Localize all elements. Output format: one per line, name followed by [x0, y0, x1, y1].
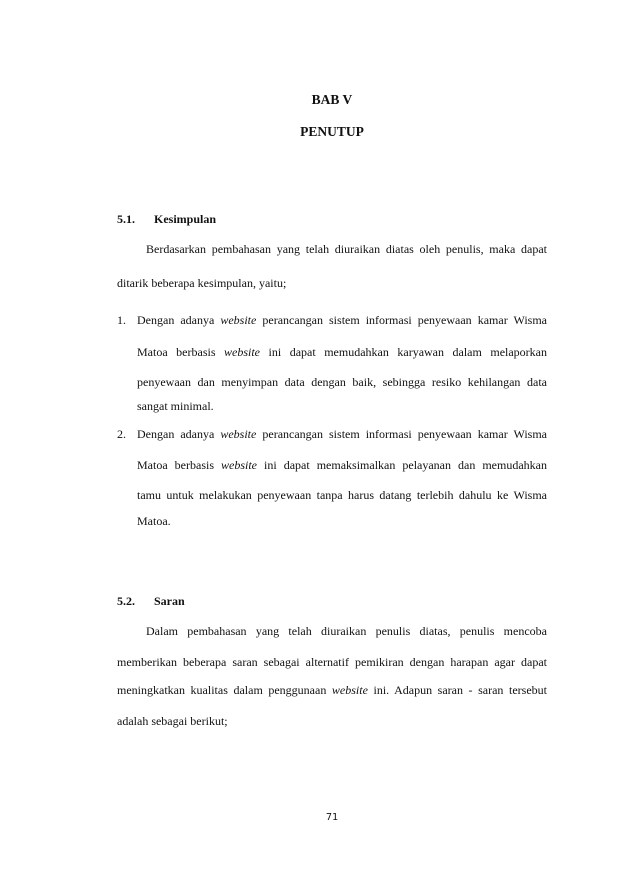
- section-heading-kesimpulan: [117, 212, 217, 227]
- section-title: Kesimpulan: [154, 212, 217, 226]
- list-item-number: 2.: [117, 427, 126, 441]
- section-number: 5.2.: [117, 594, 135, 608]
- paragraph-line: Berdasarkan pembahasan yang telah diuraikan diatas oleh penulis, maka dapat: [146, 242, 547, 256]
- list-item-line: Dengan adanya website perancangan sistem informasi penyewaan kamar Wisma: [137, 313, 548, 327]
- section-title: Saran: [154, 594, 185, 608]
- list-item-number: 1.: [117, 313, 126, 327]
- paragraph-line: memberikan beberapa saran sebagai alternatif pemikiran dengan harapan agar dapat: [117, 655, 547, 669]
- paragraph-line: meningkatkan kualitas dalam penggunaan website ini. Adapun saran - saran tersebut: [117, 683, 547, 697]
- list-item-line: Matoa berbasis website ini dapat memudahkan karyawan dalam melaporkan: [137, 345, 548, 359]
- list-item-line: tamu untuk melakukan penyewaan tanpa harus datang terlebih dahulu ke Wisma: [137, 488, 547, 502]
- list-item-line: Matoa berbasis website ini dapat memaksimalkan pelayanan dan memudahkan: [137, 458, 547, 472]
- list-item-line: sangat minimal.: [137, 399, 214, 413]
- chapter-title: PENUTUP: [300, 124, 364, 139]
- page-number: 71: [325, 812, 339, 823]
- list-item-line: Dengan adanya website perancangan sistem informasi penyewaan kamar Wisma: [137, 427, 548, 441]
- paragraph-line: adalah sebagai berikut;: [117, 714, 228, 728]
- chapter-number: BAB V: [311, 92, 353, 107]
- paragraph-line: ditarik beberapa kesimpulan, yaitu;: [117, 276, 287, 290]
- section-number: 5.1.: [117, 212, 135, 226]
- section-heading-saran: [117, 594, 185, 609]
- list-item-line: penyewaan dan menyimpan data dengan baik, sebingga resiko kehilangan data: [137, 375, 547, 389]
- list-item-line: Matoa.: [137, 514, 171, 528]
- paragraph-line: Dalam pembahasan yang telah diuraikan penulis diatas, penulis mencoba: [146, 624, 547, 638]
